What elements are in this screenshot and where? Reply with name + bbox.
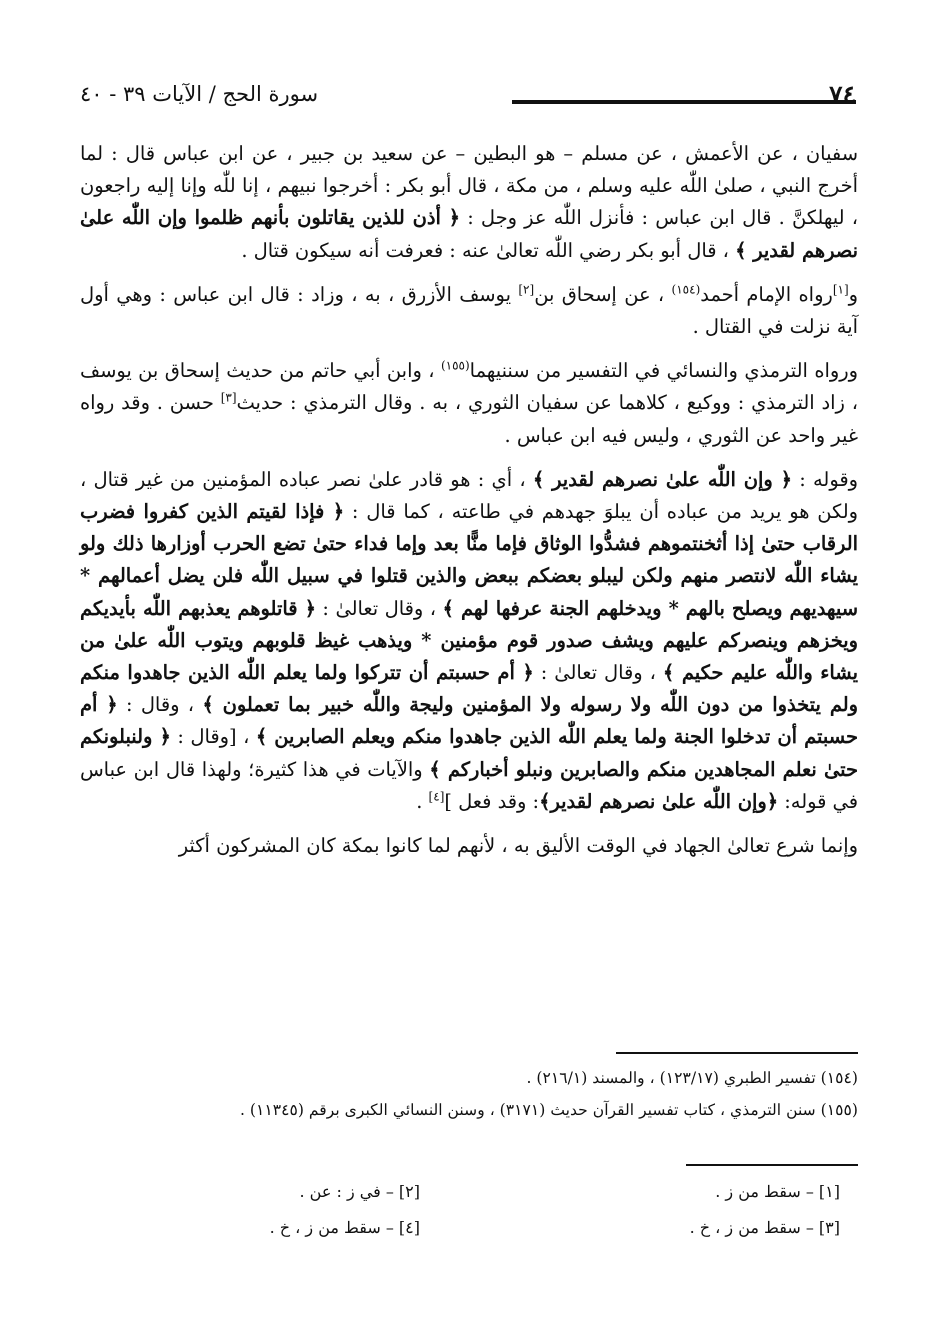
text-span: يوسف الأزرق ، به ، وزاد : قال ابن عباس : وهي أول آية نزلت في القتال . bbox=[80, 282, 858, 339]
text-span: ، [وقال : bbox=[170, 725, 256, 749]
paragraph-2 bbox=[80, 279, 858, 343]
notes-row bbox=[80, 1174, 858, 1210]
text-span: حسن . وقد رواه غير واحد عن الثوري ، وليس فيه ابن عباس . bbox=[80, 391, 858, 447]
text-span: و bbox=[848, 282, 859, 306]
footnote-154: (١٥٤) تفسير الطبري (١٢٣/١٧) ، والمسند (٢١٦/١) . bbox=[526, 1069, 858, 1087]
note-3: [٣] – سقط من ز ، خ . bbox=[689, 1218, 840, 1237]
running-title: سورة الحج / الآيات ٣٩ - ٤٠ bbox=[80, 82, 319, 106]
text-span: وإنما شرع تعالىٰ الجهاد في الوقت الأليق به ، لأنهم لما كانوا بمكة كان المشركون أكثر bbox=[178, 834, 858, 858]
page-number: ٧٤ bbox=[829, 80, 856, 109]
notes-divider bbox=[686, 1164, 858, 1166]
page-header bbox=[80, 78, 856, 118]
header-rule bbox=[512, 100, 856, 104]
quran-verse: ﴿ وإن اللّٰه علىٰ نصرهم لقدير ﴾ bbox=[532, 467, 792, 491]
paragraph-1 bbox=[80, 138, 858, 267]
note-2: [٢] – في ز : عن . bbox=[299, 1182, 420, 1201]
note-marker: [٣] bbox=[220, 390, 237, 405]
quran-verse: ﴿ ولنبلونكم حتىٰ نعلم المجاهدين منكم والصابرين ونبلو أخباركم ﴾ bbox=[80, 725, 858, 781]
quran-verse: ﴿ قاتلوهم يعذبهم اللّٰه بأيديكم ويخزهم وينصركم عليهم ويشف صدور قوم مؤمنين * ويذهب غيظ قلوبهم ويتوب اللّٰه علىٰ من يشاء واللّٰه عليم حكيم ﴾ bbox=[80, 596, 858, 685]
paragraph-5 bbox=[80, 830, 858, 862]
quran-verse: ﴿ أذن للذين يقاتلون بأنهم ظلموا وإن اللّٰه علىٰ نصرهم لقدير ﴾ bbox=[80, 206, 858, 262]
text-span: والآيات في هذا كثيرة؛ ولهذا قال ابن عباس في قوله: bbox=[80, 757, 858, 813]
paragraph-4 bbox=[80, 464, 858, 818]
text-span: سفيان ، عن الأعمش ، عن مسلم – هو البطين – عن سعيد بن جبير ، عن ابن عباس قال : لما أخرج النبي ، صلىٰ اللّٰه عليه وسلم ، من مكة ، قال أبو بكر : أخرجوا نبيهم ، إنا للّٰه وإنا إليه راجعون ، ليهلكنَّ . قال ابن عباس : فأنزل اللّٰه عز وجل : bbox=[80, 142, 858, 230]
text-span: . bbox=[416, 789, 429, 813]
quran-verse: ﴿ أم حسبتم أن تتركوا ولما يعلم اللّٰه الذين جاهدوا منكم ولم يتخذوا من دون اللّٰه ولا رسوله ولا المؤمنين وليجة واللّٰه خبير بما تعملون ﴾ bbox=[80, 661, 858, 717]
note-1: [١] – سقط من ز . bbox=[715, 1182, 840, 1201]
note-marker: [١] bbox=[832, 282, 849, 297]
text-span: : وقد فعل ] bbox=[444, 789, 540, 813]
text-span: ، وقال تعالىٰ : bbox=[533, 661, 663, 685]
text-span: ورواه الترمذي والنسائي في التفسير من سننيهما bbox=[469, 359, 858, 383]
main-text bbox=[80, 138, 858, 874]
note-marker: [٤] bbox=[428, 789, 445, 804]
footnote-marker: (١٥٤) bbox=[671, 282, 701, 297]
text-span: ، أي : هو قادر علىٰ نصر عباده المؤمنين من غير قتال ، ولكن هو يريد من عباده أن يبلوَ جهدهم في طاعته ، كما قال : bbox=[80, 467, 858, 524]
text-span: رواه الإمام أحمد bbox=[700, 282, 833, 306]
quran-verse: ﴿ أم حسبتم أن تدخلوا الجنة ولما يعلم اللّٰه الذين جاهدوا منكم ويعلم الصابرين ﴾ bbox=[80, 693, 858, 749]
footnote-155: (١٥٥) سنن الترمذي ، كتاب تفسير القرآن حديث (٣١٧١) ، وسنن النسائي الكبرى برقم (١١٣٤٥) . bbox=[239, 1101, 858, 1119]
note-marker: [٢] bbox=[518, 282, 535, 297]
footnote-marker: (١٥٥) bbox=[440, 358, 470, 373]
text-span: ، عن إسحاق بن bbox=[534, 282, 672, 306]
text-span: ، قال أبو بكر رضي اللّٰه تعالىٰ عنه : فعرفت أنه سيكون قتال . bbox=[241, 238, 736, 262]
note-4: [٤] – سقط من ز ، خ . bbox=[269, 1218, 420, 1237]
quran-verse: ﴿وإن اللّٰه علىٰ نصرهم لقدير﴾ bbox=[539, 789, 779, 813]
footnotes bbox=[80, 1062, 858, 1126]
notes-row bbox=[80, 1210, 858, 1246]
text-span: ، وقال : bbox=[117, 693, 203, 717]
text-span: ، وقال تعالىٰ : bbox=[315, 596, 443, 620]
manuscript-notes bbox=[80, 1174, 858, 1246]
quran-verse: ﴿ فإذا لقيتم الذين كفروا فضرب الرقاب حتىٰ إذا أثخنتموهم فشدُّوا الوثاق فإما منًّا بعد وإما فداء حتىٰ تضع الحرب أوزارها ذلك ولو يشاء اللّٰه لانتصر منهم ولكن ليبلو بعضكم ببعض والذين قتلوا في سبيل اللّٰه فلن يضل أعمالهم * سيهديهم ويصلح بالهم * ويدخلهم الجنة عرفها لهم ﴾ bbox=[80, 500, 858, 620]
text-span: ، وابن أبي حاتم من حديث إسحاق بن يوسف ، زاد الترمذي : ووكيع ، كلاهما عن سفيان الثوري ، به . وقال الترمذي : حديث bbox=[80, 359, 859, 415]
footnote-divider bbox=[616, 1052, 858, 1054]
text-span: وقوله : bbox=[791, 467, 858, 491]
paragraph-3 bbox=[80, 355, 858, 452]
